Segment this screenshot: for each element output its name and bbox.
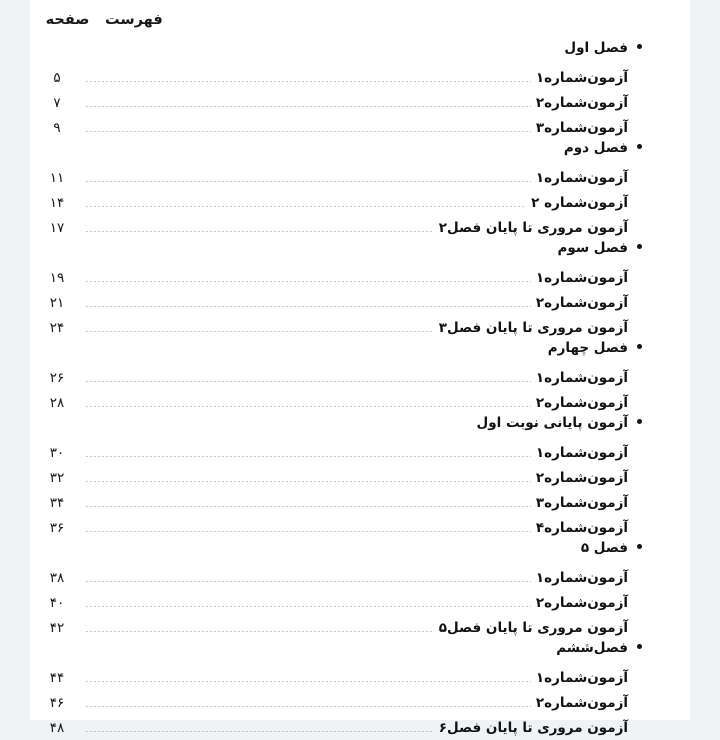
toc-entry-row[interactable] [30,90,690,115]
dotted-leader [85,81,531,82]
toc-chapter-label: فصل‌ششم [556,640,628,656]
toc-entry-page-number: ۱۱ [49,169,65,186]
toc-chapter-label: فصل سوم [557,240,628,256]
toc-content [30,0,690,736]
toc-entry-row[interactable] [30,115,690,140]
dotted-leader [85,181,531,182]
toc-entry-row[interactable] [30,290,690,315]
toc-entry-label: آزمون‌شماره۳ [535,119,628,136]
dotted-leader [85,456,531,457]
toc-entry-label: آزمون‌شماره ۲ [531,194,628,211]
toc-entry-page-number: ۲۱ [49,294,65,311]
toc-chapter-row[interactable] [30,240,690,265]
toc-entry-page-number: ۳۲ [49,469,65,486]
dotted-leader [85,331,434,332]
toc-entry-page-number: ۳۶ [49,519,65,536]
dotted-leader [85,681,531,682]
toc-chapter-row[interactable] [30,340,690,365]
toc-entry-page-number: ۱۷ [49,219,65,236]
dotted-leader [85,206,526,207]
toc-entry-label: آزمون مروری تا پایان فصل۶ [438,719,628,736]
dotted-leader [85,631,434,632]
toc-entry-label: آزمون مروری تا پایان فصل۵ [438,619,628,636]
toc-entry-label: آزمون‌شماره۳ [535,494,628,511]
dotted-leader [85,306,531,307]
toc-entry-row[interactable] [30,465,690,490]
toc-entry-row[interactable] [30,440,690,465]
toc-entry-page-number: ۲۸ [49,394,65,411]
toc-entry-page-number: ۵ [53,69,61,86]
toc-chapter-row[interactable] [30,640,690,665]
toc-entry-row[interactable] [30,515,690,540]
toc-entry-label: آزمون‌شماره۲ [535,394,628,411]
toc-entry-page-number: ۹ [53,119,61,136]
toc-entry-row[interactable] [30,715,690,740]
toc-entry-row[interactable] [30,665,690,690]
toc-chapter-label: فصل ۵ [580,540,628,556]
toc-entry-page-number: ۴۶ [49,694,65,711]
toc-entry-label: آزمون‌شماره۱ [535,669,628,686]
toc-entry-row[interactable] [30,690,690,715]
toc-entry-label: آزمون‌شماره۱ [535,169,628,186]
toc-entry-page-number: ۷ [53,94,61,111]
toc-chapter-inner [30,540,690,556]
dotted-leader [85,131,531,132]
toc-entry-page-number: ۳۸ [49,569,65,586]
bullet-icon [637,419,642,424]
bullet-icon [637,144,642,149]
toc-entry-label: آزمون‌شماره۲ [535,694,628,711]
dotted-leader [85,231,434,232]
toc-entry-row[interactable] [30,390,690,415]
toc-entry-page-number: ۲۶ [49,369,65,386]
toc-entry-label: آزمون‌شماره۱ [535,369,628,386]
toc-entry-page-number: ۴۸ [49,719,65,736]
bullet-icon [637,344,642,349]
toc-sections [30,40,690,740]
toc-entry-page-number: ۴۲ [49,619,65,636]
toc-entry-label: آزمون‌شماره۱ [535,444,628,461]
bullet-icon [637,44,642,49]
toc-entry-page-number: ۱۴ [49,194,65,211]
bullet-icon [637,544,642,549]
toc-entry-label: آزمون‌شماره۲ [535,94,628,111]
dotted-leader [85,381,531,382]
toc-chapter-inner [30,140,690,156]
toc-entry-row[interactable] [30,65,690,90]
toc-chapter-label: آزمون پایانی نوبت اول [476,415,628,431]
toc-entry-label: آزمون‌شماره۱ [535,269,628,286]
toc-entry-page-number: ۳۴ [49,494,65,511]
toc-chapter-inner [30,640,690,656]
toc-entry-page-number: ۴۴ [49,669,65,686]
toc-title: فهرست [105,12,163,28]
toc-entry-row[interactable] [30,490,690,515]
page-gutter-left [0,0,30,720]
bullet-icon [637,244,642,249]
toc-chapter-row[interactable] [30,540,690,565]
toc-entry-row[interactable] [30,590,690,615]
toc-entry-row[interactable] [30,190,690,215]
dotted-leader [85,606,531,607]
dotted-leader [85,281,531,282]
toc-entry-label: آزمون مروری تا پایان فصل۳ [438,319,628,336]
toc-chapter-inner [30,240,690,256]
toc-entry-label: آزمون‌شماره۲ [535,594,628,611]
toc-entry-label: آزمون‌شماره۲ [535,469,628,486]
toc-entry-page-number: ۴۰ [49,594,65,611]
toc-entry-label: آزمون مروری تا پایان فصل۲ [438,219,628,236]
toc-entry-row[interactable] [30,615,690,640]
bullet-icon [637,644,642,649]
toc-chapter-label: فصل دوم [563,140,628,156]
toc-entry-row[interactable] [30,565,690,590]
toc-entry-label: آزمون‌شماره۱ [535,569,628,586]
toc-chapter-row[interactable] [30,40,690,65]
dotted-leader [85,406,531,407]
dotted-leader [85,481,531,482]
toc-entry-page-number: ۲۴ [49,319,65,336]
toc-entry-page-number: ۱۹ [49,269,65,286]
toc-entry-row[interactable] [30,265,690,290]
dotted-leader [85,106,531,107]
toc-entry-row[interactable] [30,165,690,190]
toc-entry-page-number: ۳۰ [49,444,65,461]
dotted-leader [85,731,434,732]
toc-entry-label: آزمون‌شماره۴ [535,519,628,536]
toc-chapter-row[interactable] [30,140,690,165]
dotted-leader [85,581,531,582]
toc-entry-label: آزمون‌شماره۲ [535,294,628,311]
toc-chapter-label: فصل اول [564,40,628,56]
page-gutter-right [690,0,720,720]
toc-header [30,0,690,40]
toc-chapter-inner [30,340,690,356]
toc-entry-row[interactable] [30,315,690,340]
toc-entry-row[interactable] [30,365,690,390]
dotted-leader [85,531,531,532]
toc-chapter-inner [30,40,690,56]
toc-entry-label: آزمون‌شماره۱ [535,69,628,86]
dotted-leader [85,706,531,707]
toc-chapter-row[interactable] [30,415,690,440]
toc-chapter-inner [30,415,690,431]
toc-chapter-label: فصل چهارم [547,340,628,356]
dotted-leader [85,506,531,507]
page-column-header: صفحه [45,12,90,28]
toc-entry-row[interactable] [30,215,690,240]
